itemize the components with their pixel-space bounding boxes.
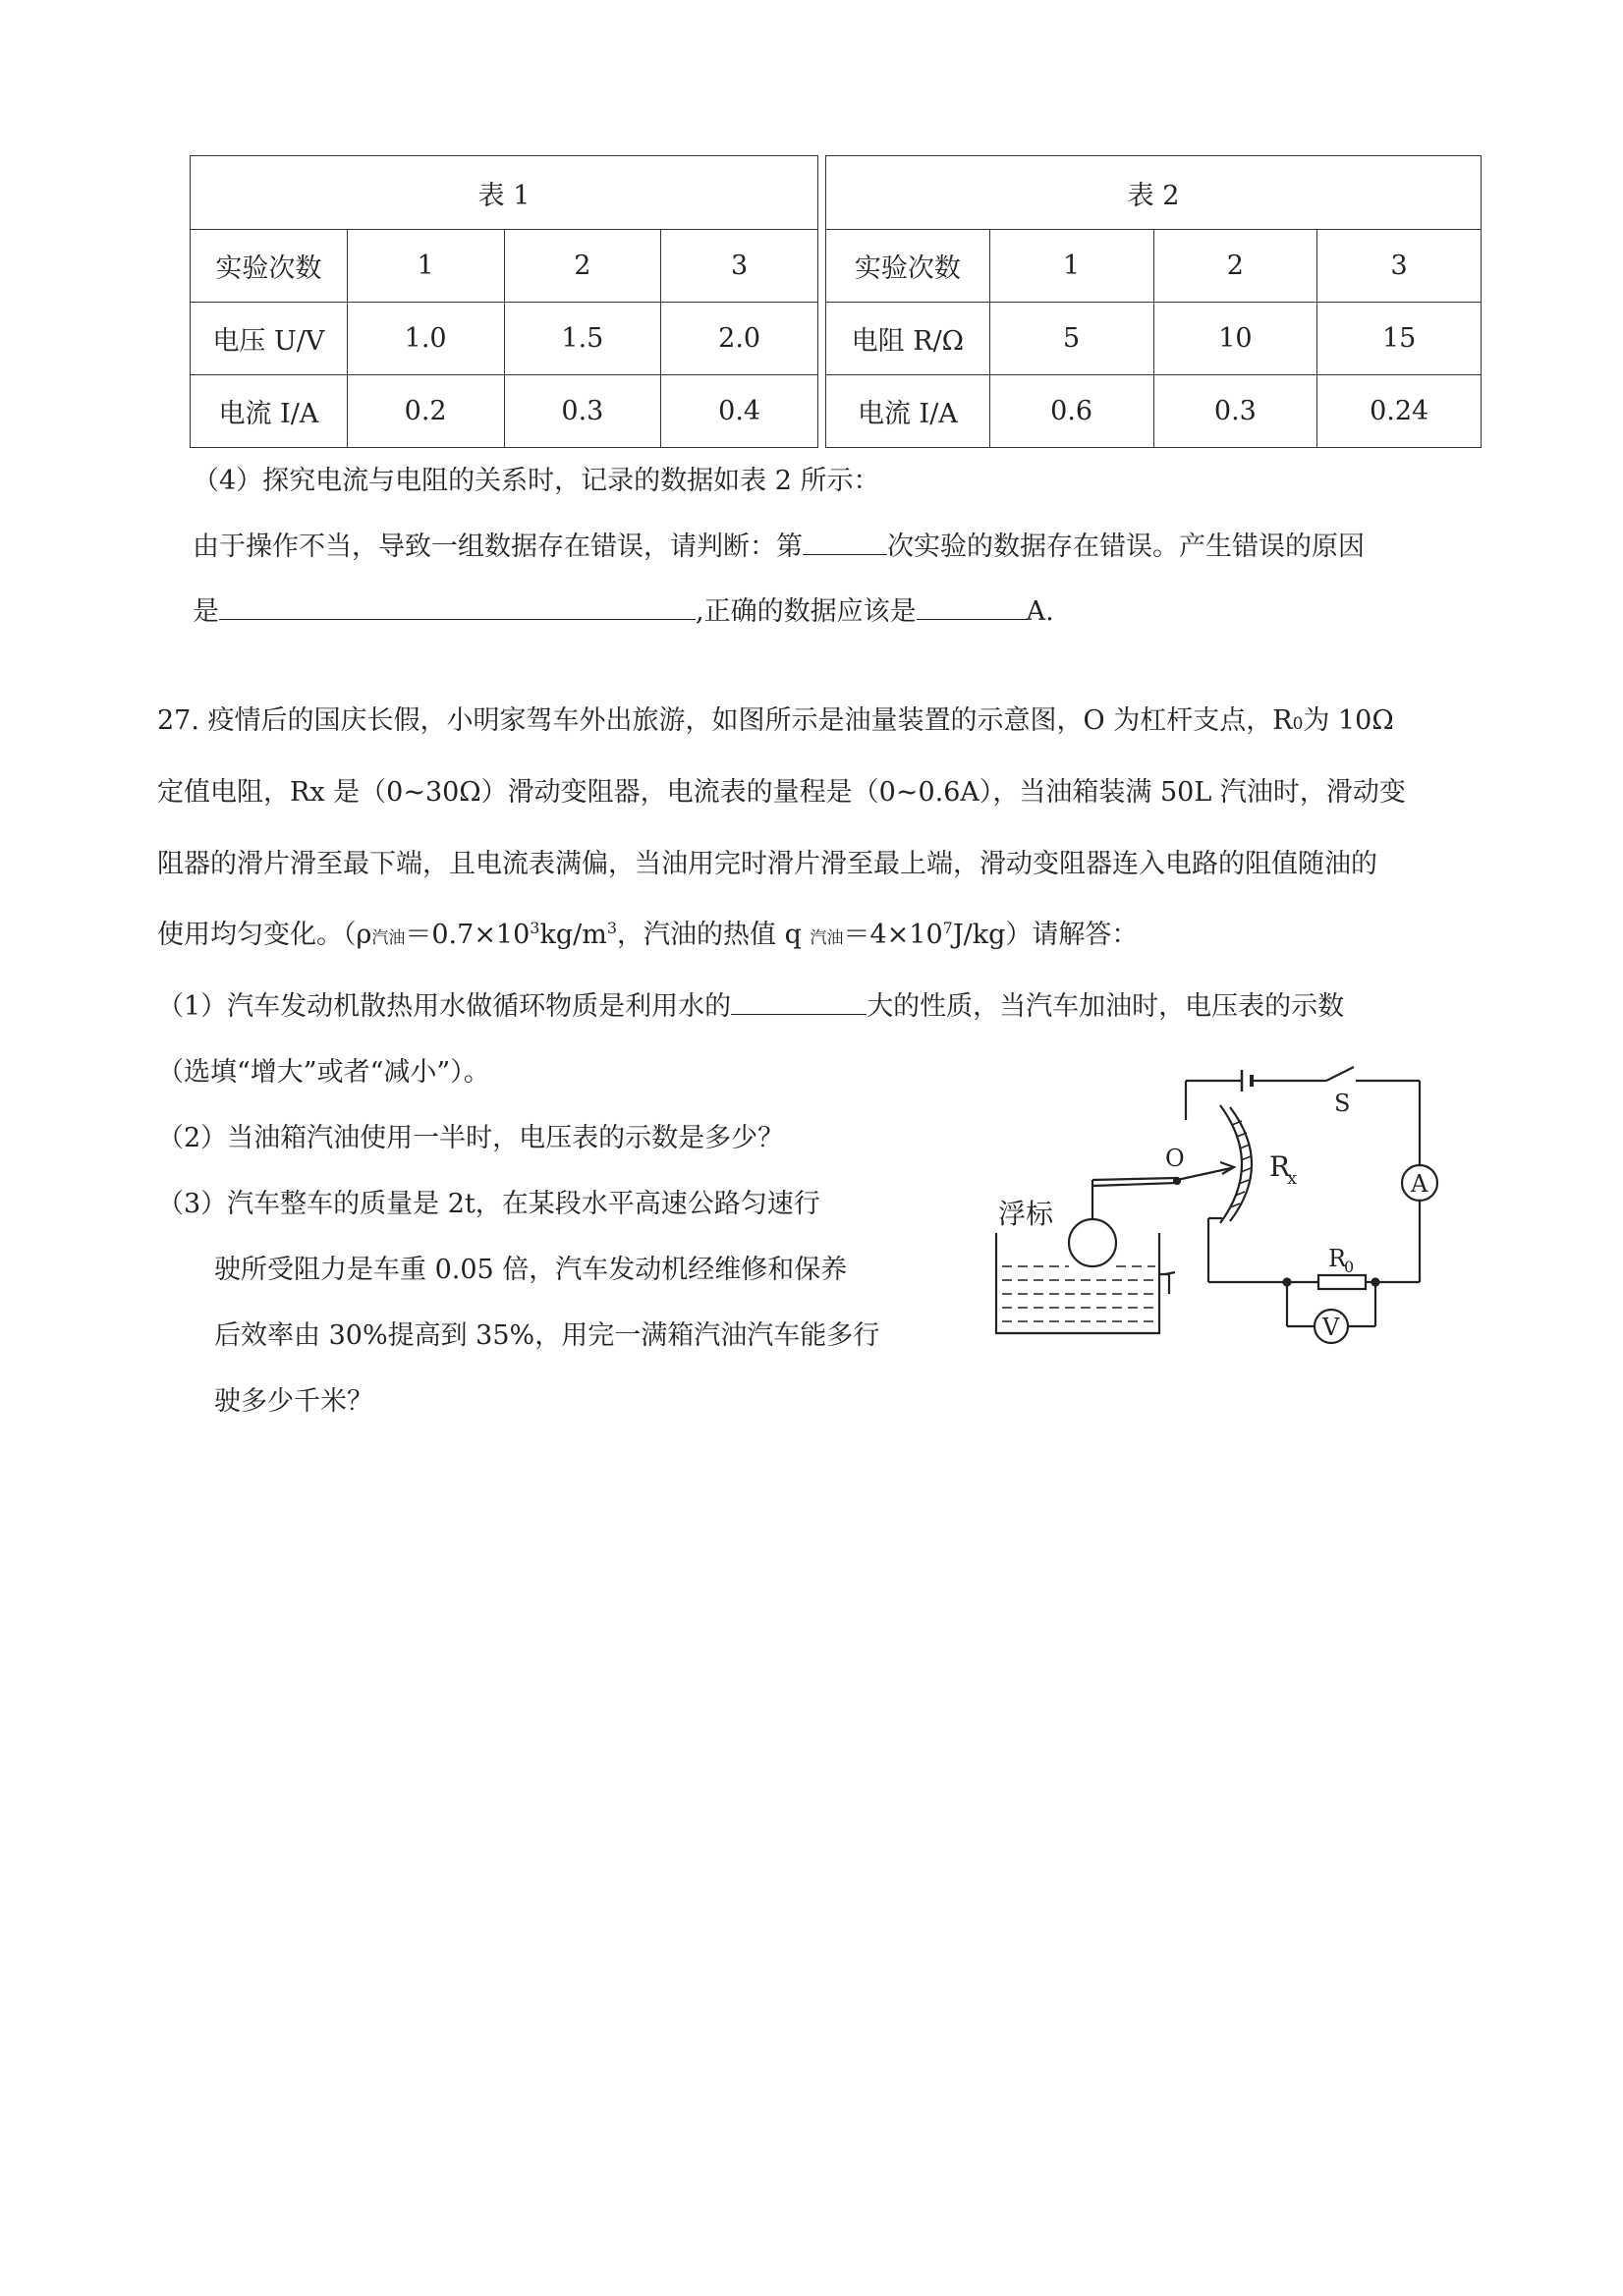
q4-text: 次实验的数据存在错误。产生错误的原因 [887,532,1365,562]
table-cell: 电流 I/A [191,375,348,448]
q27-line-3: 阻器的滑片滑至最下端，且电流表满偏，当油用完时滑片滑至最上端，滑动变阻器连入电路的阻值随油的 [157,849,1377,879]
table-cell: 0.2 [347,375,504,448]
superscript: 3 [606,919,618,937]
q27-part-1-cont: （选填“增大”或者“减小”）。 [157,1057,490,1088]
lever-arm [1092,1178,1177,1180]
answer-blank[interactable] [731,988,867,1015]
q4-text: A. [1026,596,1054,627]
resistor-r0 [1318,1275,1366,1289]
table-cell: 10 [1153,303,1317,375]
switch-lever [1326,1067,1354,1081]
table-1 [190,155,818,448]
table-row [191,303,818,375]
table-cell: 0.6 [989,375,1153,448]
table-row [191,375,818,448]
q27-text: J/kg）请解答： [952,920,1139,950]
table-row [191,230,818,303]
table-2 [825,155,1482,448]
table-row [826,230,1482,303]
table-cell: 3 [661,230,818,303]
table-1-title: 表 1 [191,156,818,230]
subscript: 0 [1292,714,1304,734]
table-cell: 0.3 [504,375,661,448]
rx-subscript: x [1287,1168,1298,1189]
table-cell: 实验次数 [826,230,990,303]
table-2-title: 表 2 [826,156,1482,230]
rheostat-hatching [1230,1121,1251,1207]
q4-text: 由于操作不当，导致一组数据存在错误，请判断：第 [193,532,803,562]
pivot-label: O [1165,1145,1185,1172]
table-cell: 1 [989,230,1153,303]
table-cell: 1.0 [347,303,504,375]
float-ball-icon [1069,1219,1116,1266]
r0-subscript: 0 [1344,1258,1355,1276]
subscript: 汽油 [810,928,844,948]
table-cell: 2 [1153,230,1317,303]
table-cell: 1.5 [504,303,661,375]
tank-outlet [1159,1272,1175,1294]
q27-line-4 [157,916,1138,958]
table-cell: 15 [1317,303,1482,375]
q27-line-1 [157,701,1394,744]
table-cell: 电压 U/V [191,303,348,375]
table-cell: 3 [1317,230,1482,303]
q4-text: 是 [193,596,219,627]
switch-label: S [1334,1090,1351,1117]
q4-text: ,正确的数据应该是 [696,596,917,627]
q27-text: （1）汽车发动机散热用水做循环物质是利用水的 [157,991,732,1022]
oil-level-dashes [1002,1266,1155,1321]
q27-part-3-line-3: 后效率由 30%提高到 35%，用完一满箱汽油汽车能多行 [214,1320,880,1351]
q27-part-1 [157,987,1344,1027]
q27-text: 使用均匀变化。（ρ [157,920,372,950]
q27-text: ＝4×10 [843,920,943,950]
q27-text: kg/m [539,920,607,950]
answer-blank[interactable] [219,593,696,620]
voltmeter-label: V [1322,1314,1340,1341]
table-cell: 5 [989,303,1153,375]
q27-text: ，汽油的热值 q [617,920,811,950]
table-cell: 2.0 [661,303,818,375]
ammeter-label: A [1411,1170,1428,1198]
oil-gauge-circuit-diagram [992,1066,1444,1371]
table-row [826,375,1482,448]
pivot-point [1174,1178,1180,1184]
rx-label: R [1269,1150,1291,1183]
q27-part-2: （2）当油箱汽油使用一半时，电压表的示数是多少？ [157,1123,785,1153]
table-cell: 2 [504,230,661,303]
subscript: 汽油 [371,928,406,948]
table-cell: 0.3 [1153,375,1317,448]
q27-part-3-line-2: 驶所受阻力是车重 0.05 倍，汽车发动机经维修和保养 [214,1255,848,1285]
table-cell: 实验次数 [191,230,348,303]
q27-part-3-line-4: 驶多少千米？ [214,1386,373,1417]
answer-blank[interactable] [803,529,887,555]
q27-text: 为 10Ω [1303,705,1394,736]
table-cell: 0.4 [661,375,818,448]
q27-part-3-line-1: （3）汽车整车的质量是 2t，在某段水平高速公路匀速行 [157,1189,820,1219]
q27-text: 27. 疫情后的国庆长假，小明家驾车外出旅游，如图所示是油量装置的示意图，O 为杠杆支点，R [157,705,1293,736]
q4-line-3 [193,592,1054,632]
q4-line-2 [193,528,1365,567]
table-cell: 电阻 R/Ω [826,303,990,375]
superscript: 3 [530,919,540,937]
r0-label: R [1328,1245,1347,1272]
table-cell: 1 [347,230,504,303]
table-row [826,303,1482,375]
q4-line-1: （4）探究电流与电阻的关系时，记录的数据如表 2 所示： [193,466,880,496]
lever-arm [1092,1183,1177,1186]
table-cell: 0.24 [1317,375,1482,448]
q27-line-2: 定值电阻，Rx 是（0~30Ω）滑动变阻器，电流表的量程是（0~0.6A），当油箱装满 50L 汽油时，滑动变 [157,777,1406,808]
superscript: 7 [942,919,953,937]
q27-text: ＝0.7×10 [405,920,531,950]
q27-text: 大的性质，当汽车加油时，电压表的示数 [867,991,1345,1022]
table-cell: 电流 I/A [826,375,990,448]
float-label: 浮标 [998,1198,1054,1230]
answer-blank[interactable] [917,593,1027,620]
